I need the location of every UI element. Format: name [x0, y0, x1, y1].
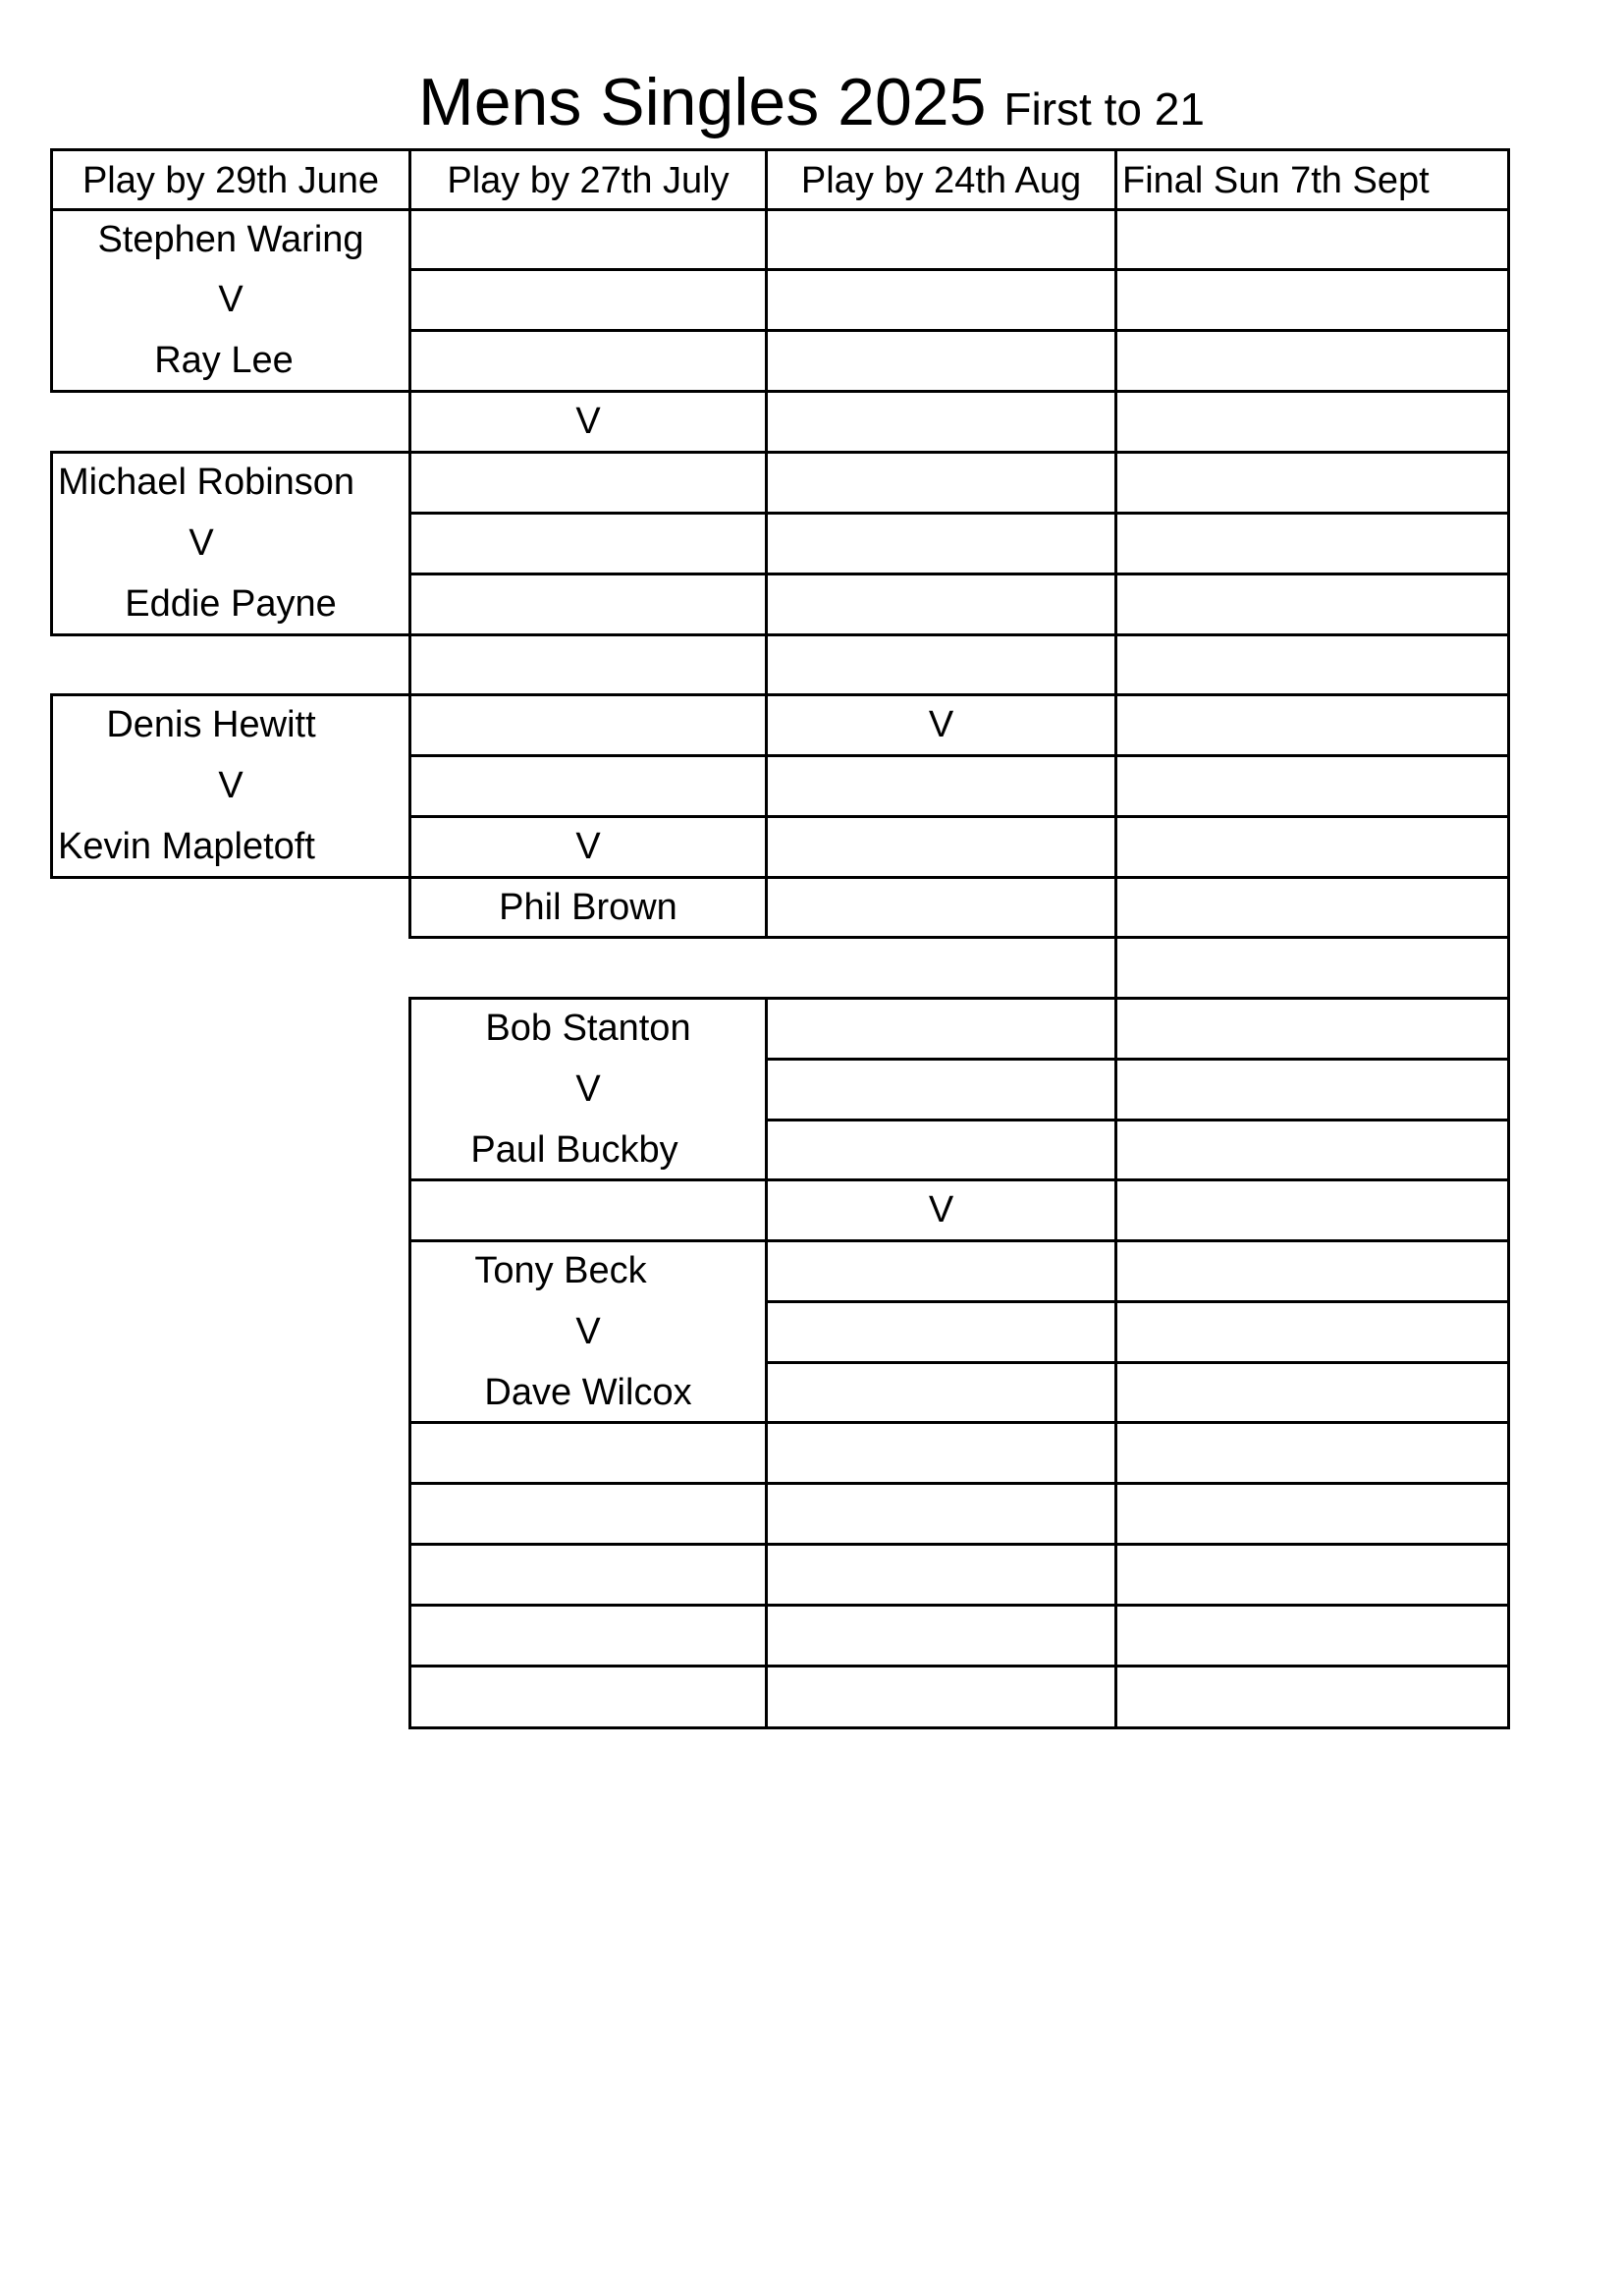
- table-border: [765, 268, 1117, 271]
- table-border: [765, 1421, 1117, 1424]
- table-border: [1114, 633, 1510, 636]
- match1-player2: Ray Lee: [154, 340, 294, 381]
- table-border: [1114, 1178, 1510, 1181]
- table-border: [765, 1604, 1117, 1607]
- table-border: [1114, 1726, 1510, 1729]
- table-border: [408, 633, 768, 636]
- title-subtitle: First to 21: [1003, 83, 1205, 135]
- table-border: [1114, 693, 1510, 696]
- round3-vs-top: V: [928, 704, 954, 745]
- table-border: [1114, 208, 1117, 1729]
- match2-player1: Michael Robinson: [58, 462, 355, 503]
- table-border: [1114, 1239, 1510, 1242]
- table-border: [1114, 451, 1510, 454]
- table-border: [1114, 1543, 1510, 1546]
- table-border: [408, 754, 768, 757]
- table-border: [765, 390, 1117, 393]
- round2-vs-top: V: [575, 401, 601, 442]
- table-border: [408, 1604, 768, 1607]
- match3-vs: V: [218, 765, 243, 806]
- table-border: [408, 1482, 768, 1485]
- table-border: [50, 390, 411, 393]
- match2-player2: Eddie Payne: [125, 583, 337, 625]
- table-border: [1114, 268, 1510, 271]
- match4-player2: Paul Buckby: [470, 1129, 678, 1171]
- page-title: [0, 65, 1623, 139]
- table-border: [765, 573, 1117, 575]
- table-border: [765, 876, 1117, 879]
- table-border: [1114, 1665, 1510, 1667]
- table-border: [1114, 512, 1510, 515]
- round2-vs-mid: V: [575, 826, 601, 867]
- match1-player1: Stephen Waring: [97, 219, 364, 260]
- header-round3: Play by 24th Aug: [800, 160, 1082, 201]
- header-round1: Play by 29th June: [81, 160, 380, 201]
- table-border: [50, 633, 411, 636]
- table-border: [1114, 997, 1510, 1000]
- table-border: [1507, 208, 1510, 1729]
- table-border: [408, 329, 768, 332]
- table-border: [765, 451, 1117, 454]
- table-border: [1114, 754, 1510, 757]
- header-round2: Play by 27th July: [447, 160, 730, 201]
- table-border: [765, 1300, 1117, 1303]
- table-border: [765, 512, 1117, 515]
- match4-vs: V: [575, 1068, 601, 1110]
- table-border: [1114, 573, 1510, 575]
- table-border: [765, 329, 1117, 332]
- table-border: [765, 1361, 1117, 1364]
- match5-player1: Tony Beck: [474, 1250, 647, 1291]
- match5-vs: V: [575, 1311, 601, 1352]
- table-border: [765, 1726, 1117, 1729]
- round3-vs-bottom: V: [928, 1189, 954, 1230]
- bye-player: Phil Brown: [499, 887, 677, 928]
- table-border: [765, 1119, 1117, 1121]
- table-border: [765, 1058, 1117, 1061]
- table-border: [408, 1665, 768, 1667]
- table-border: [1114, 936, 1510, 939]
- table-border: [1114, 1482, 1510, 1485]
- title-main: Mens Singles 2025: [418, 65, 987, 139]
- match5-player2: Dave Wilcox: [484, 1372, 692, 1413]
- table-border: [1114, 1300, 1510, 1303]
- match3-player2: Kevin Mapletoft: [58, 826, 315, 867]
- table-border: [1114, 815, 1510, 818]
- table-border: [1114, 1421, 1510, 1424]
- table-border: [765, 815, 1117, 818]
- table-border: [765, 1482, 1117, 1485]
- table-border: [1114, 1604, 1510, 1607]
- table-border: [1114, 876, 1510, 879]
- table-border: [765, 997, 1117, 1000]
- table-border: [1114, 1361, 1510, 1364]
- table-border: [408, 1543, 768, 1546]
- table-border: [765, 1239, 1117, 1242]
- table-border: [1114, 1119, 1510, 1121]
- table-border: [408, 512, 768, 515]
- table-border: [765, 936, 1117, 939]
- table-border: [1114, 1058, 1510, 1061]
- table-border: [1114, 329, 1510, 332]
- table-border: [408, 573, 768, 575]
- table-border: [50, 876, 411, 879]
- match2-vs: V: [189, 522, 214, 564]
- match1-vs: V: [218, 279, 243, 320]
- match4-player1: Bob Stanton: [485, 1008, 691, 1049]
- table-border: [765, 633, 1117, 636]
- header-final: Final Sun 7th Sept: [1122, 160, 1430, 201]
- table-border: [408, 1726, 768, 1729]
- table-border: [765, 1665, 1117, 1667]
- table-border: [765, 1543, 1117, 1546]
- table-border: [408, 268, 768, 271]
- table-border: [408, 693, 768, 696]
- match3-player1: Denis Hewitt: [106, 704, 316, 745]
- table-border: [1114, 390, 1510, 393]
- table-border: [408, 451, 768, 454]
- table-border: [765, 754, 1117, 757]
